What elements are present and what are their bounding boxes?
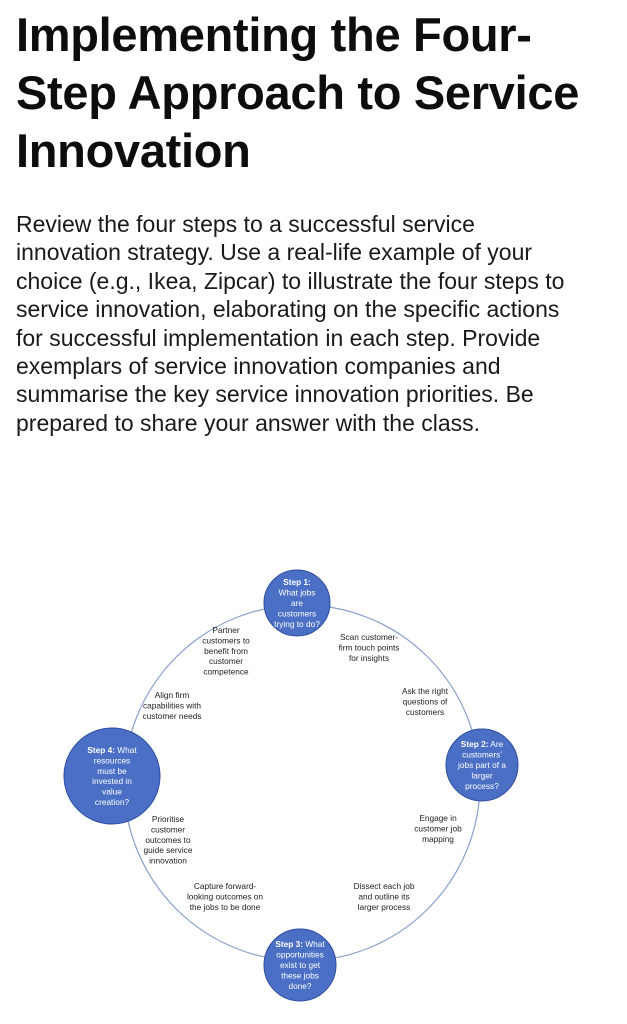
body-line: innovation strategy. Use a real-life example of your bbox=[16, 239, 533, 266]
action-label-6: Prioritise customer outcomes to guide service innovation bbox=[143, 814, 193, 866]
body-line: exemplars of service innovation companies and bbox=[16, 353, 501, 380]
step-2-node bbox=[446, 729, 518, 801]
step-4-label: Step 4: What resources must be invested in value creation? bbox=[87, 745, 137, 807]
action-label-8: Partner customers to benefit from customer competence bbox=[202, 625, 250, 677]
page-title bbox=[16, 6, 606, 180]
body-line: Review the four steps to a successful service bbox=[16, 211, 475, 237]
action-label-4: Dissect each job and outline its larger process bbox=[353, 881, 415, 912]
title-line: Step Approach to Service bbox=[16, 66, 580, 119]
step-2-label: Step 2: Are customers' jobs part of a larger process? bbox=[458, 739, 506, 791]
step-3-label: Step 3: What opportunities exist to get these jobs done? bbox=[275, 939, 325, 991]
action-label-2: Ask the right questions of customers bbox=[401, 686, 449, 717]
step-heading: Step 3: bbox=[275, 939, 303, 950]
step-4-node bbox=[64, 728, 160, 824]
cycle-svg bbox=[0, 540, 627, 1024]
step-1-label: Step 1: What jobs are customers trying to do? bbox=[274, 577, 320, 629]
title-line: Innovation bbox=[16, 124, 251, 177]
service-innovation-cycle-diagram bbox=[0, 540, 627, 1024]
action-label-7: Align firm capabilities with customer needs bbox=[142, 690, 202, 721]
body-line: for successful implementation in each step. Provide bbox=[16, 324, 541, 351]
cycle-ring bbox=[124, 605, 480, 961]
instructions-paragraph bbox=[16, 210, 616, 437]
step-heading: Step 1: bbox=[283, 577, 311, 588]
body-line: summarise the key service innovation priorities. Be bbox=[16, 381, 534, 408]
step-heading: Step 4: bbox=[87, 745, 115, 755]
step-3-node bbox=[264, 929, 336, 1001]
body-line: choice (e.g., Ikea, Zipcar) to illustrate the four steps to bbox=[16, 267, 565, 294]
step-1-node bbox=[264, 570, 330, 636]
action-label-1: Scan customer-firm touch points for insights bbox=[338, 632, 400, 663]
title-line: Implementing the Four- bbox=[16, 8, 532, 61]
body-line: prepared to share your answer with the class. bbox=[16, 409, 481, 436]
body-line: service innovation, elaborating on the specific actions bbox=[16, 296, 560, 323]
action-label-3: Engage in customer job mapping bbox=[414, 813, 462, 844]
step-heading: Step 2: bbox=[460, 739, 489, 750]
action-labels bbox=[142, 625, 462, 912]
step-nodes bbox=[64, 570, 518, 1001]
action-label-5: Capture forward-looking outcomes on the jobs to be done bbox=[186, 881, 264, 912]
